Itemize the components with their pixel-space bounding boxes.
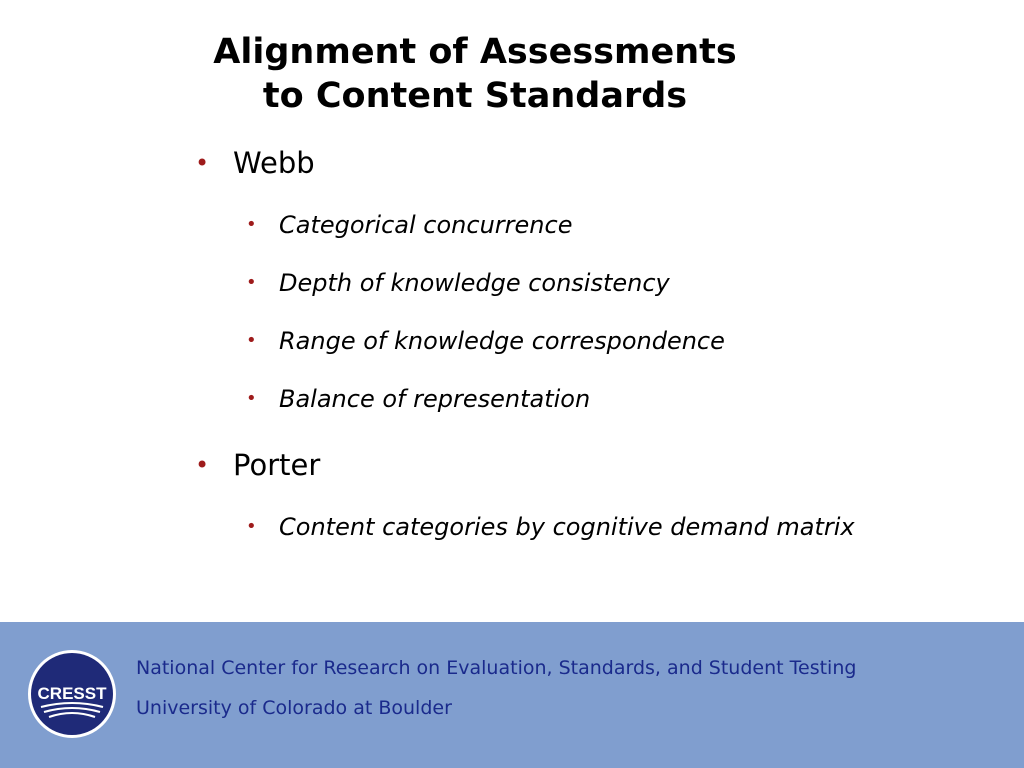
bullet-dot: • (246, 330, 257, 351)
bullet-dot: • (195, 149, 210, 177)
sub-bullet-text: Range of knowledge correspondence (279, 327, 725, 355)
bullet-label: Webb (233, 146, 315, 180)
sub-bullet (246, 382, 886, 416)
cresst-logo (27, 649, 117, 739)
sub-bullet-text: Content categories by cognitive demand matrix (279, 513, 855, 541)
bullet-dot: • (246, 214, 257, 235)
sub-bullet-text: Categorical concurrence (279, 211, 573, 239)
footer-band (0, 622, 1024, 768)
footer-university: University of Colorado at Boulder (136, 697, 452, 719)
bullet-dot: • (195, 451, 210, 479)
logo-text: CRESST (37, 684, 107, 703)
bullet-dot: • (246, 388, 257, 409)
sub-bullet (246, 324, 886, 358)
bullet-label: Porter (233, 448, 321, 482)
sub-bullet (246, 266, 886, 300)
sub-bullet (246, 208, 886, 242)
title-line-1: Alignment of Assessments (213, 32, 737, 72)
sub-bullet (246, 510, 886, 544)
bullet-webb (195, 146, 315, 180)
bullet-porter (195, 448, 320, 482)
title-line-2: to Content Standards (262, 76, 688, 116)
bullet-dot: • (246, 272, 257, 293)
footer-organization: National Center for Research on Evaluation, Standards, and Student Testing (136, 657, 857, 679)
bullet-dot: • (246, 516, 257, 537)
sub-bullet-text: Balance of representation (279, 385, 591, 413)
sub-bullet-text: Depth of knowledge consistency (279, 269, 670, 297)
